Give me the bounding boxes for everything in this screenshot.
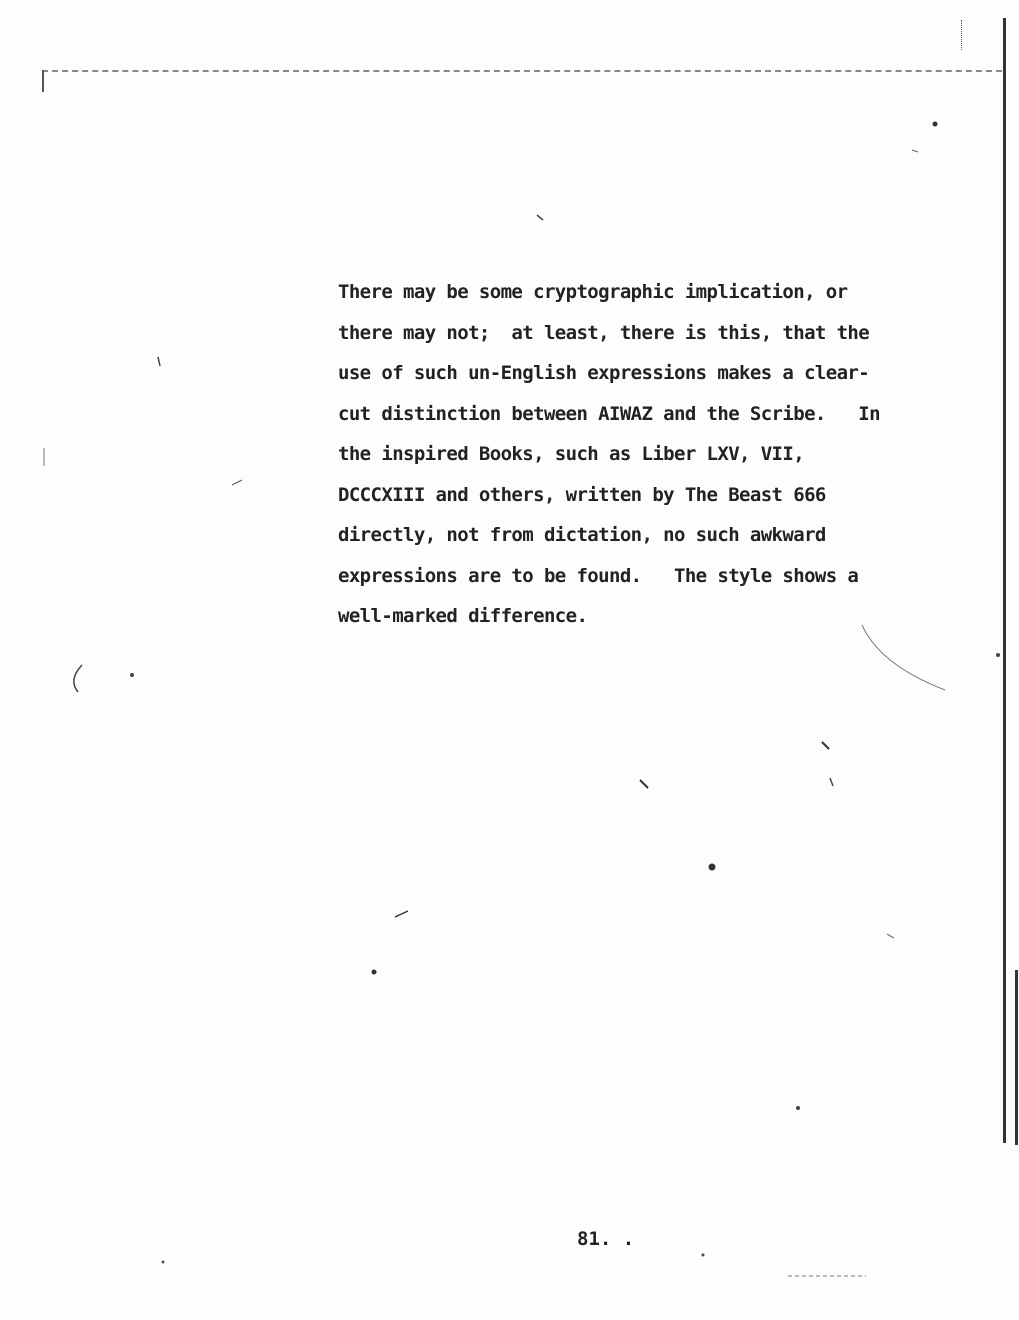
paragraph-line: use of such un-English expressions makes a clear- [338, 362, 870, 384]
paragraph-line: there may not; at least, there is this, that the [338, 321, 870, 344]
paragraph-line: directly, not from dictation, no such awkward [338, 524, 826, 546]
paragraph-line: expressions are to be found. The style shows a [338, 564, 859, 587]
paragraph-line: the inspired Books, such as Liber LXV, VII, [338, 443, 805, 465]
paragraph-line: There may be some cryptographic implication, or [338, 281, 848, 303]
paragraph-line: well-marked difference. [338, 605, 588, 627]
body-paragraph [338, 272, 958, 637]
page-number: 81. . [577, 1228, 635, 1250]
paragraph-line: DCCCXIII and others, written by The Beast 666 [338, 483, 826, 506]
paragraph-line: cut distinction between AIWAZ and the Scribe. In [338, 402, 880, 425]
